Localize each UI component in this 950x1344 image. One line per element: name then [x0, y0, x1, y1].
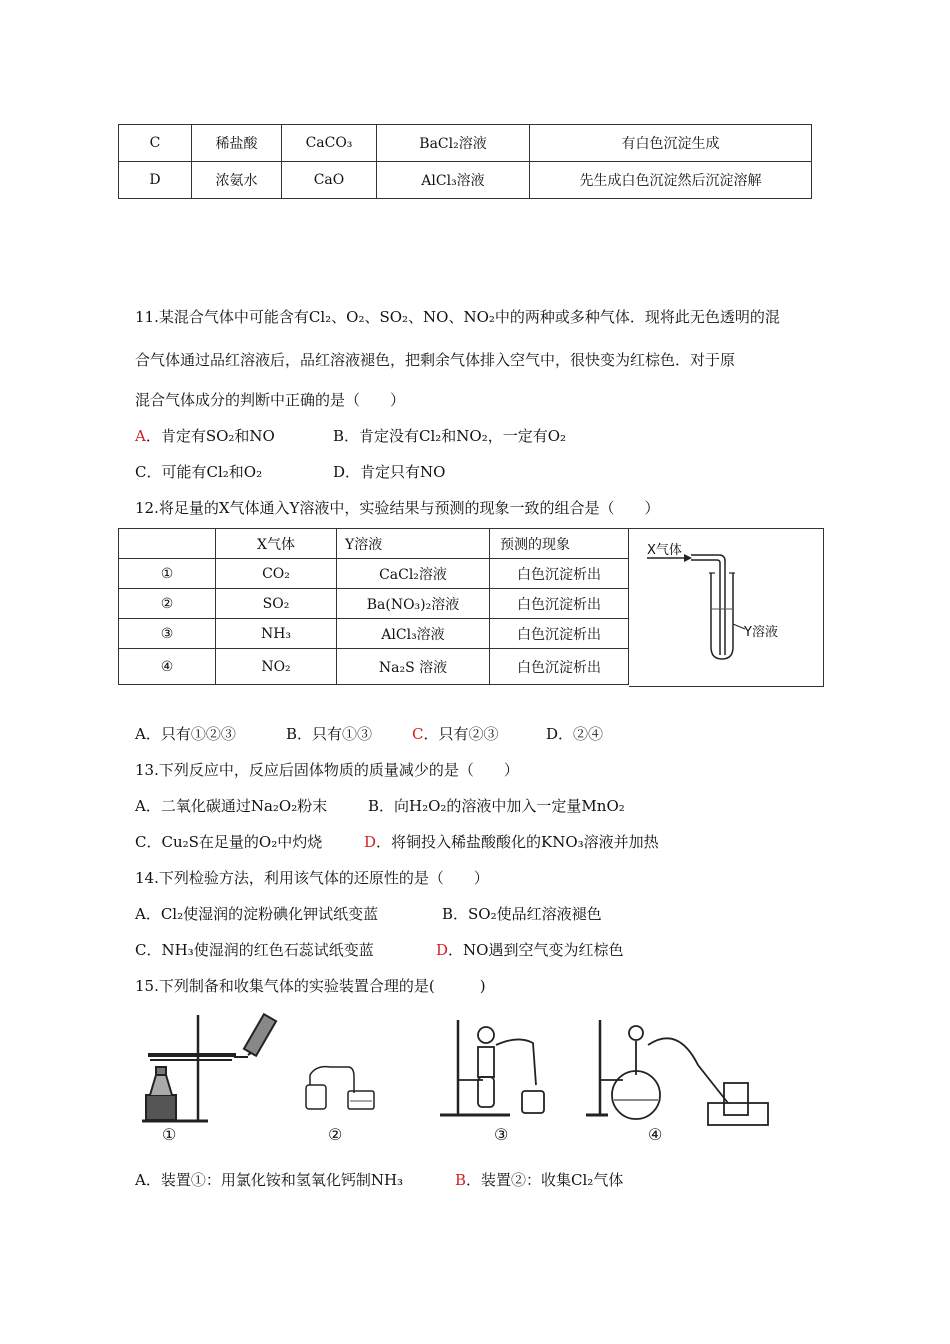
- table-cell: NO₂: [216, 649, 337, 685]
- header-cell: Y溶液: [337, 529, 490, 559]
- table-cell: 有白色沉淀生成: [530, 125, 812, 162]
- x-gas-label: X气体: [647, 543, 682, 558]
- table-cell: ③: [119, 619, 216, 649]
- y-solution-label: Y溶液: [744, 625, 778, 640]
- q13-option-a: A．二氧化碳通过Na₂O₂粉末: [135, 797, 328, 815]
- table-cell: 浓氨水: [192, 162, 282, 199]
- q12-answer-letter: C: [412, 725, 424, 743]
- table-cell: NH₃: [216, 619, 337, 649]
- table-cell: SO₂: [216, 589, 337, 619]
- q12-stem: 12.将足量的X气体通入Y溶液中，实验结果与预测的现象一致的组合是（ ）: [135, 499, 660, 517]
- table-cell: 白色沉淀析出: [490, 649, 629, 685]
- row-label: C: [119, 125, 192, 162]
- table-cell: 白色沉淀析出: [490, 559, 629, 589]
- row-label: D: [119, 162, 192, 199]
- q13-option-b: B．向H₂O₂的溶液中加入一定量MnO₂: [368, 797, 625, 815]
- q11-options-row1: [135, 425, 275, 446]
- q12-option-c: [412, 723, 499, 744]
- q11-stem-line1: 11.某混合气体中可能含有Cl₂、O₂、SO₂、NO、NO₂中的两种或多种气体．现将此无色透明的混: [135, 308, 780, 326]
- q15-stem: 15.下列制备和收集气体的实验装置合理的是( ): [135, 977, 486, 995]
- q12-option-b: B．只有①③: [286, 725, 373, 743]
- table-cell: CaO: [282, 162, 377, 199]
- table-cell: ①: [119, 559, 216, 589]
- table-cell: CaCO₃: [282, 125, 377, 162]
- table-cell: AlCl₃溶液: [377, 162, 530, 199]
- q14-option-d-text: ．NO遇到空气变为红棕色: [448, 941, 624, 959]
- table-row: [119, 649, 629, 685]
- q14-option-d: [436, 939, 623, 960]
- q11-option-b: B．肯定没有Cl₂和NO₂，一定有O₂: [333, 427, 567, 445]
- q11-answer-letter: A: [135, 427, 146, 445]
- q14-answer-letter: D: [436, 941, 449, 959]
- table-row: [119, 125, 812, 162]
- table-cell: 白色沉淀析出: [490, 589, 629, 619]
- table-cell: CO₂: [216, 559, 337, 589]
- q14-option-a: A．Cl₂使湿润的淀粉碘化钾试纸变蓝: [135, 905, 379, 923]
- q15-apparatus-figures: [138, 1005, 778, 1145]
- q11-stem-line3: 混合气体成分的判断中正确的是（ ）: [135, 391, 406, 409]
- table-cell: 稀盐酸: [192, 125, 282, 162]
- table-cell: Na₂S 溶液: [337, 649, 490, 685]
- q13-option-d-text: ．将铜投入稀盐酸酸化的KNO₃溶液并加热: [376, 833, 659, 851]
- q13-stem: 13.下列反应中，反应后固体物质的质量减少的是（ ）: [135, 761, 519, 779]
- q14-stem: 14.下列检验方法，利用该气体的还原性的是（ ）: [135, 869, 489, 887]
- q12-option-c-text: ．只有②③: [423, 725, 499, 743]
- table-cell: AlCl₃溶液: [337, 619, 490, 649]
- table-row: [119, 619, 629, 649]
- q13-option-c: C．Cu₂S在足量的O₂中灼烧: [135, 833, 323, 851]
- fig-label-4: ④: [648, 1125, 663, 1144]
- q15-option-b-text: ．装置②：收集Cl₂气体: [466, 1171, 624, 1189]
- q14-option-c: C．NH₃使湿润的红色石蕊试纸变蓝: [135, 941, 374, 959]
- q13-option-d: [364, 831, 659, 852]
- q11-option-d: D．肯定只有NO: [333, 463, 446, 481]
- q15-option-a: A．装置①：用氯化铵和氢氧化钙制NH₃: [135, 1171, 404, 1189]
- table-cell: CaCl₂溶液: [337, 559, 490, 589]
- table-cell: 先生成白色沉淀然后沉淀溶解: [530, 162, 812, 199]
- q11-option-c: C．可能有Cl₂和O₂: [135, 463, 263, 481]
- table-header-row: [119, 529, 629, 559]
- fig-label-2: ②: [328, 1125, 343, 1144]
- top-table: [118, 124, 812, 199]
- q15-option-b: [455, 1169, 623, 1190]
- q11-option-a: ．肯定有SO₂和NO: [145, 427, 275, 445]
- table-cell: BaCl₂溶液: [377, 125, 530, 162]
- q15-answer-letter: B: [455, 1171, 467, 1189]
- apparatus-4-icon: [586, 1020, 768, 1125]
- header-cell: X气体: [216, 529, 337, 559]
- q12-test-tube-figure: [629, 528, 824, 687]
- q12-option-d: D．②④: [546, 725, 604, 743]
- table-cell: ②: [119, 589, 216, 619]
- table-cell: 白色沉淀析出: [490, 619, 629, 649]
- apparatus-2-icon: [306, 1067, 374, 1109]
- apparatus-1-icon: [142, 1014, 276, 1121]
- fig-label-1: ①: [162, 1125, 177, 1144]
- q12-option-a: A．只有①②③: [135, 725, 236, 743]
- table-cell: Ba(NO₃)₂溶液: [337, 589, 490, 619]
- q11-stem-line2: 合气体通过品红溶液后，品红溶液褪色，把剩余气体排入空气中，很快变为红棕色．对于原: [135, 351, 736, 369]
- apparatus-3-icon: [440, 1020, 544, 1115]
- table-cell: ④: [119, 649, 216, 685]
- header-cell: [119, 529, 216, 559]
- q14-option-b: B．SO₂使品红溶液褪色: [442, 905, 602, 923]
- q12-table: [118, 528, 629, 685]
- header-cell: 预测的现象: [490, 529, 629, 559]
- fig-label-3: ③: [494, 1125, 509, 1144]
- table-row: [119, 589, 629, 619]
- table-row: [119, 162, 812, 199]
- q13-answer-letter: D: [364, 833, 377, 851]
- table-row: [119, 559, 629, 589]
